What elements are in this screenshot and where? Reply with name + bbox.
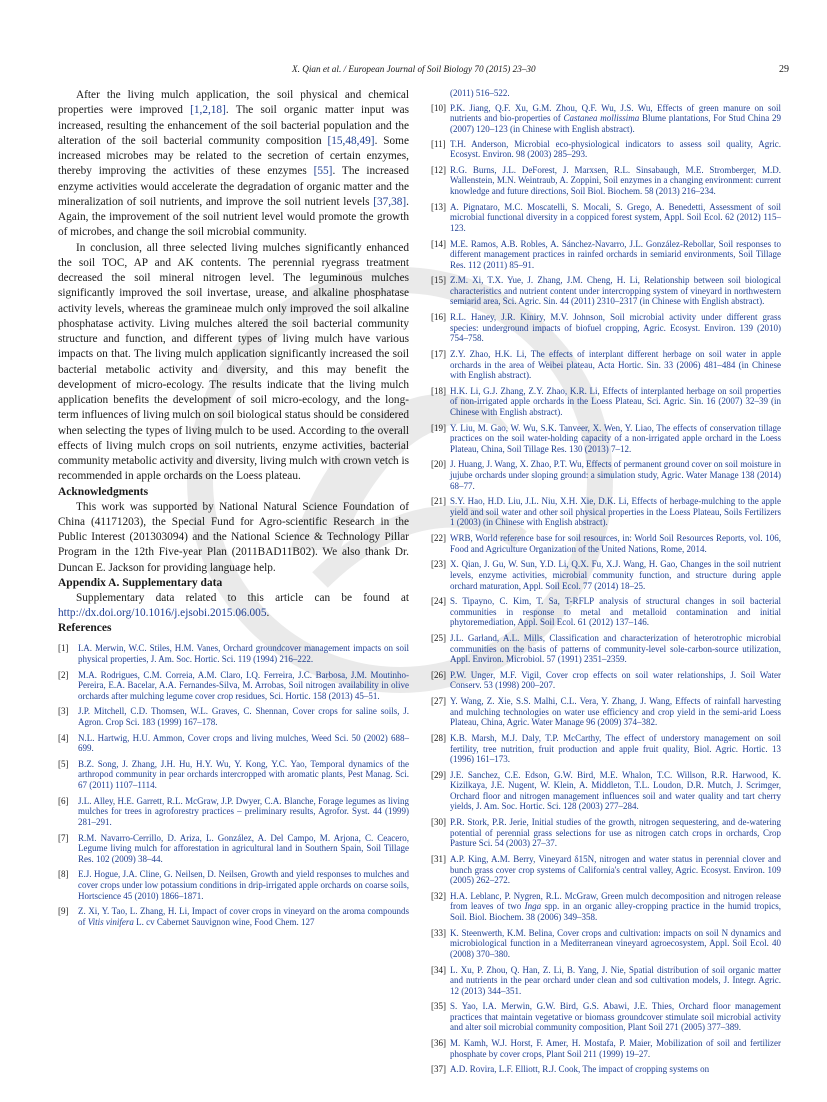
- reference-continuation-text: (2011) 516–522.: [450, 88, 510, 98]
- reference-link[interactable]: [450, 817, 781, 848]
- reference-item: [431, 533, 781, 554]
- reference-text: B.Z. Song, J. Zhang, J.H. Hu, H.Y. Wu, Y. Kong, Y.C. Yao, Temporal dynamics of the arthropod community in pear orchards intercropped with aromatic plants, Pest Manag. Sci. 67 (2011) 1107–1114.: [78, 758, 409, 791]
- citation-link[interactable]: [55]: [313, 165, 333, 178]
- reference-number: [15]: [431, 275, 446, 286]
- reference-text: Y. Wang, Z. Xie, S.S. Malhi, C.L. Vera, Y. Zhang, J. Wang, Effects of rainfall harvesting and mulching technologies on water use efficiency and crop yield in the semi-arid Loess Plateau, China, Agric. Water Manage 96 (2009) 374–382.: [450, 696, 781, 728]
- reference-number: [27]: [431, 696, 446, 707]
- text-run: Supplementary data related to this article can be found at: [76, 591, 409, 604]
- reference-link[interactable]: [450, 459, 781, 490]
- reference-continuation: [431, 88, 781, 99]
- reference-item: [431, 103, 781, 135]
- reference-link[interactable]: [450, 1001, 781, 1032]
- reference-text: Y. Liu, M. Gao, W. Wu, S.K. Tanveer, X. Wen, Y. Liao, The effects of conservation tillage practices on the soil water-holding capacity of a non-irrigated apple orchard in the Loess Plateau, China, Soil Tillage Res. 130 (2013) 7–12.: [450, 422, 781, 454]
- reference-item: [431, 733, 781, 765]
- reference-link[interactable]: [450, 596, 781, 627]
- reference-text: M. Kamh, W.J. Horst, F. Amer, H. Mostafa, P. Maier, Mobilization of soil and fertilizer phosphate by cover crops, Plant Soil 211 (1999) 19–27.: [450, 1038, 781, 1059]
- reference-number: [5]: [58, 758, 69, 769]
- reference-item: [431, 165, 781, 197]
- appendix-text: [58, 591, 409, 622]
- reference-number: [34]: [431, 964, 446, 975]
- reference-text: T.H. Anderson, Microbial eco-physiological indicators to assess soil quality, Agric. Ecosyst. Environ. 98 (2003) 285–293.: [450, 138, 781, 160]
- reference-link[interactable]: [450, 891, 781, 922]
- reference-text: J.L. Garland, A.L. Mills, Classification and characterization of heterotrophic microbial communities on the basis of patterns of community-level sole-carbon-source utilization, Appl. Environ. Microbiol. 57 (1991) 2351–2359.: [450, 633, 781, 665]
- species-name: Castanea mollissima: [563, 113, 640, 124]
- reference-number: [19]: [431, 422, 446, 433]
- reference-number: [11]: [431, 138, 446, 149]
- species-name: Vitis vinifera: [87, 916, 134, 927]
- reference-text: J. Huang, J. Wang, X. Zhao, P.T. Wu, Effects of permanent ground cover on soil moisture in jujube orchards under sloping ground: a simulation study, Agric. Water Manage 138 (2014) 68–77.: [450, 459, 781, 491]
- reference-link[interactable]: [450, 423, 781, 454]
- reference-text: A. Pignataro, M.C. Moscatelli, S. Mocali, S. Grego, A. Benedetti, Assessment of soil microbial functional diversity in a coppiced forest system, Appl. Soil Ecol. 62 (2012) 115–123.: [450, 201, 781, 233]
- page-number: 29: [779, 64, 789, 75]
- reference-text: K. Steenwerth, K.M. Belina, Cover crops and cultivation: impacts on soil N dynamics and microbiological function in a Mediterranean vineyard agroecosystem, Appl. Soil Ecol. 40 (2008) 370–380.: [450, 927, 781, 959]
- reference-text: Z.Y. Zhao, H.K. Li, The effects of interplant different herbage on soil water in apple orchards in the area of Weibei plateau, Acta Hortic. Sin. 33 (2006) 481–484 (in Chinese with English abstract).: [450, 348, 781, 381]
- reference-text: R.G. Burns, J.L. DeForest, J. Marxsen, R.L. Sinsabaugh, M.E. Stromberger, M.D. Wallenstein, M.N. Weintraub, A. Zoppini, Soil enzymes in a changing environment: current knowledge and future directions, Soil Biol. Biochem. 58 (2013) 216–234.: [450, 164, 781, 196]
- reference-text: WRB, World reference base for soil resources, in: World Soil Resources Reports, vol. 106, Food and Agriculture Organization of the United Nations, Rome, 2014.: [450, 533, 781, 554]
- reference-link[interactable]: [450, 275, 781, 306]
- reference-item: [431, 770, 781, 812]
- reference-item: [431, 139, 781, 160]
- reference-text: I.A. Merwin, W.C. Stiles, H.M. Vanes, Orchard groundcover management impacts on soil physical properties, J. Am. Soc. Hortic. Sci. 119 (1994) 216–222.: [78, 643, 409, 664]
- reference-number: [32]: [431, 890, 446, 901]
- reference-list: [431, 103, 781, 1075]
- citation-link[interactable]: [37,38]: [373, 195, 407, 208]
- reference-link[interactable]: [450, 496, 781, 527]
- reference-link[interactable]: [78, 869, 409, 900]
- reference-link[interactable]: [78, 906, 409, 927]
- reference-link[interactable]: [450, 1064, 709, 1074]
- reference-number: [33]: [431, 927, 446, 938]
- reference-item: [431, 1001, 781, 1033]
- text-run: . The increased enzyme activities would accelerate the degradation of organic matter and the mineralization of soil nutrients, and improve the soil nutrient levels: [58, 165, 409, 208]
- reference-text: H.K. Li, G.J. Zhang, Z.Y. Zhao, K.R. Li, Effects of interplanted herbage on soil properties of non-irrigated apple orchards in the Loess Plateau, Sci. Agric. Sin. 16 (2007) 32–39 (in Chinese with English abstract).: [450, 385, 781, 417]
- reference-text: A.D. Rovira, L.F. Elliott, R.J. Cook, The impact of cropping systems on: [450, 1064, 710, 1075]
- reference-item: [431, 559, 781, 591]
- reference-number: [20]: [431, 459, 446, 470]
- body-paragraph: [58, 88, 409, 241]
- reference-link[interactable]: [78, 759, 409, 790]
- reference-item: [58, 759, 409, 791]
- reference-link[interactable]: [78, 670, 409, 701]
- reference-number: [8]: [58, 869, 69, 880]
- reference-text: H.A. Leblanc, P. Nygren, R.L. McGraw, Green mulch decomposition and nitrogen release from leaves of two: [450, 890, 781, 912]
- reference-item: [58, 670, 409, 702]
- reference-item: [431, 633, 781, 665]
- reference-link[interactable]: [78, 796, 409, 827]
- reference-link[interactable]: [450, 239, 781, 270]
- reference-text: J.P. Mitchell, C.D. Thomsen, W.L. Graves, C. Shennan, Cover crops for saline soils, J. Agron. Crop Sci. 183 (1999) 167–178.: [78, 706, 409, 727]
- reference-item: [431, 239, 781, 271]
- reference-text: S. Tipayno, C. Kim, T. Sa, T-RFLP analysis of structural changes in soil bacterial communities in response to metal and metalloid contamination and initial phytoremediation, Appl. Soil Ecol. 61 (2012) 137–146.: [450, 596, 781, 628]
- acknowledgments-heading: Acknowledgments: [58, 485, 149, 498]
- reference-link[interactable]: [450, 928, 781, 959]
- reference-text: R.M. Navarro-Cerrillo, D. Ariza, L. González, A. Del Campo, M. Arjona, C. Ceacero, Legume living mulch for afforestation in agricultural land in Southern Spain, Soil Tillage Res. 102 (2009) 38–44.: [78, 832, 409, 864]
- reference-link[interactable]: [78, 706, 409, 727]
- reference-link[interactable]: [450, 165, 781, 196]
- reference-text: Z. Xi, Y. Tao, L. Zhang, H. Li, Impact of cover crops in vineyard on the aroma compounds of: [78, 906, 409, 927]
- reference-item: [431, 928, 781, 960]
- reference-link[interactable]: [78, 643, 409, 664]
- reference-item: [431, 459, 781, 491]
- reference-text: spp. in an organic alley-cropping practice in the humid tropics, Soil. Biol. Biochem. 38 (2006) 349–358.: [450, 901, 781, 922]
- reference-text: L. Xu, P. Zhou, Q. Han, Z. Li, B. Yang, J. Nie, Spatial distribution of soil organic matter and nutrients in the pear orchard under clean and sod cultivation models, J. Integr. Agric. 12 (2013) 344–351.: [450, 964, 781, 996]
- reference-text: Z.M. Xi, T.X. Yue, J. Zhang, J.M. Cheng, H. Li, Relationship between soil biological characteristics and nutrient content under intercropping system of vineyard in northwestern semiarid area, Sci. Agric. Sin. 44 (2011) 2310–2317 (in Chinese with English abstract).: [450, 275, 781, 307]
- reference-text: M.E. Ramos, A.B. Robles, A. Sánchez-Navarro, J.L. González-Rebollar, Soil responses to different management practices in rainfed orchards in semiarid environments, Soil Tillage Res. 112 (2011) 85–91.: [450, 238, 781, 270]
- reference-link[interactable]: [450, 139, 781, 160]
- reference-item: [58, 733, 409, 754]
- reference-number: [37]: [431, 1064, 446, 1075]
- reference-number: [17]: [431, 348, 446, 359]
- reference-item: [58, 833, 409, 865]
- reference-link[interactable]: [450, 965, 781, 996]
- reference-text: M.A. Rodrigues, C.M. Correia, A.M. Claro, I.Q. Ferreira, J.C. Barbosa, J.M. Moutinho-Pereira, E.A. Bacelar, A.A. Fernandes-Silva, M. Arrobas, Soil nitrogen availability in olive orchards after mulching legume cover crop residues, Sci. Hortic. 158 (2013) 45–51.: [78, 669, 409, 701]
- reference-number: [9]: [58, 906, 69, 917]
- reference-number: [30]: [431, 817, 446, 828]
- left-column: [58, 88, 409, 933]
- reference-item: [431, 423, 781, 455]
- reference-text: E.J. Hogue, J.A. Cline, G. Neilsen, D. Neilsen, Growth and yield responses to mulches and cover crops under low potassium conditions in drip-irrigated apple orchards on coarse soils, Hortscience 45 (2010) 1866–1871.: [78, 869, 409, 901]
- reference-item: [431, 1064, 781, 1075]
- reference-list: [58, 643, 409, 927]
- reference-link[interactable]: [450, 533, 781, 554]
- reference-text: P.K. Jiang, Q.F. Xu, G.M. Zhou, Q.F. Wu, J.S. Wu, Effects of green manure on soil nutrients and bio-properties of: [450, 102, 781, 124]
- reference-number: [4]: [58, 732, 69, 743]
- reference-number: [2]: [58, 669, 69, 680]
- reference-item: [431, 965, 781, 997]
- reference-number: [18]: [431, 385, 446, 396]
- appendix-heading: Appendix A. Supplementary data: [58, 576, 223, 589]
- reference-item: [431, 275, 781, 307]
- reference-number: [13]: [431, 201, 446, 212]
- reference-number: [28]: [431, 733, 446, 743]
- reference-number: [26]: [431, 669, 446, 680]
- reference-number: [22]: [431, 533, 446, 544]
- reference-number: [23]: [431, 559, 446, 570]
- reference-item: [58, 796, 409, 828]
- text-run: . Again, the improvement of the soil nutrient level would promote the growth of microbes, and change the soil microbial community.: [58, 195, 409, 239]
- reference-item: [58, 869, 409, 901]
- reference-link[interactable]: [450, 386, 781, 417]
- reference-number: [16]: [431, 312, 446, 323]
- reference-number: [14]: [431, 238, 446, 249]
- reference-number: [10]: [431, 102, 446, 113]
- reference-link[interactable]: [450, 103, 781, 134]
- reference-link[interactable]: [78, 833, 409, 864]
- reference-link[interactable]: [450, 770, 781, 812]
- reference-link[interactable]: [450, 1038, 781, 1059]
- reference-link[interactable]: [450, 696, 781, 727]
- reference-text: P.R. Stork, P.R. Jerie, Initial studies of the growth, nitrogen sequestering, and de-watering potential of perennial grass selections for use as nitrogen catch crops in orchards, Crop Pasture Sci. 54 (2003) 27–37.: [450, 817, 781, 849]
- reference-item: [58, 906, 409, 927]
- text-run: . The soil organic matter input was increased, resulting the enhancement of the soil bacterial population and the alteration of the soil bacterial community composition: [58, 104, 409, 147]
- reference-item: [431, 312, 781, 344]
- conclusion-paragraph: In conclusion, all three selected living mulches significantly enhanced the soil TOC, AP and AK contents. The perennial ryegrass treatment decreased the soil mineral nitrogen level. The leguminous mulches significantly improved the soil invertase, urease, and alkaline phosphatase activity levels, whereas the gramineae mulch only improved the soil alkaline phosphatase activity. Living mulches altered the soil bacterial community structure and function, and different types of living mulch have various impacts on that. The living mulch application significantly increased the soil bacterial metabolic activity and diversity, and this may benefit the development of micro-ecology. The results indicate that the living mulch application benefits the development of soil micro-ecology, and the long-term influences of living mulch on soil biological status should be considered when selecting the types of living mulch to be used. According to the overall effects of living mulch crops on soil nutrients, enzyme activities, bacterial community metabolic activity and diversity, living mulch with crown vetch is recommended in apple orchards on the Loess plateau.: [58, 241, 409, 483]
- citation-link[interactable]: [15,48,49]: [327, 134, 375, 147]
- reference-link[interactable]: [450, 854, 781, 885]
- reference-text: A.P. King, A.M. Berry, Vineyard δ15N, nitrogen and water status in perennial clover and bunch grass cover crop systems of California's central valley, Agric. Ecosyst. Environ. 109 (2005) 262–272.: [450, 854, 781, 886]
- citation-link[interactable]: [1,2,18]: [190, 104, 226, 117]
- reference-link[interactable]: [450, 349, 781, 380]
- reference-number: [36]: [431, 1038, 446, 1049]
- reference-text: J.E. Sanchez, C.E. Edson, G.W. Bird, M.E. Whalon, T.C. Willson, R.R. Harwood, K. Kizilkaya, J.E. Nugent, W. Klein, A. Middleton, T.L. Loudon, D.R. Mutch, J. Scrimger, Orchard floor and nitrogen management influences soil and water quality and tart cherry yields, J. Am. Soc. Hortic. Sci. 128 (2003) 277–284.: [450, 769, 781, 812]
- reference-number: [24]: [431, 596, 446, 607]
- reference-item: [431, 496, 781, 528]
- acknowledgments-text: This work was supported by National Natural Science Foundation of China (41171203), the Special Fund for Agro-scientific Research in the Public Interest (201303094) and the National Science & Technology Pillar Program in the 12th Five-year Plan (2011BAD11B02). We also thank Dr. Duncan E. Jackson for providing language help.: [58, 500, 409, 574]
- running-head: [0, 64, 827, 78]
- reference-link[interactable]: [450, 312, 781, 343]
- reference-text: J.L. Alley, H.E. Garrett, R.L. McGraw, J.P. Dwyer, C.A. Blanche, Forage legumes as living mulches for trees in agroforestry practices – preliminary results, Agrofor. Syst. 44 (1999) 281–291.: [78, 795, 409, 827]
- reference-number: [1]: [58, 643, 69, 654]
- reference-item: [431, 670, 781, 691]
- reference-text: Blume plantations, For Stud China 29 (2007) 120–123 (in Chinese with English abstract).: [450, 113, 781, 134]
- reference-item: [431, 696, 781, 728]
- reference-item: [431, 202, 781, 234]
- reference-text: R.L. Haney, J.R. Kiniry, M.V. Johnson, Soil microbial activity under different grass species: underground impacts of biofuel cropping, Agric. Ecosyst. Environ. 139 (2010) 754–758.: [450, 312, 781, 344]
- reference-text: N.L. Hartwig, H.U. Ammon, Cover crops and living mulches, Weed Sci. 50 (2002) 688–699.: [78, 732, 409, 754]
- reference-text: P.W. Unger, M.F. Vigil, Cover crop effects on soil water relationships, J. Soil Water Conserv. 53 (1998) 200–207.: [450, 669, 781, 691]
- reference-item: [58, 706, 409, 727]
- reference-item: [431, 349, 781, 381]
- reference-item: [431, 891, 781, 923]
- reference-link[interactable]: [450, 633, 781, 664]
- reference-number: [21]: [431, 496, 446, 507]
- text-run: .: [266, 607, 270, 619]
- reference-text: S.Y. Hao, H.D. Liu, J.L. Niu, X.H. Xie, D.K. Li, Effects of herbage-mulching to the apple yield and soil water and other soil physical properties in the Loess Plateau, Soils Fertilizers 1 (2003) (in Chinese with English abstract).: [450, 496, 781, 528]
- reference-item: [431, 854, 781, 886]
- right-column: [431, 88, 781, 1080]
- reference-link[interactable]: [450, 559, 781, 590]
- reference-item: [431, 596, 781, 628]
- journal-citation: X. Qian et al. / European Journal of Soil Biology 70 (2015) 23–30: [292, 64, 536, 74]
- reference-number: [25]: [431, 633, 446, 644]
- reference-link[interactable]: [450, 202, 781, 233]
- reference-number: [35]: [431, 1001, 446, 1012]
- reference-number: [6]: [58, 795, 69, 806]
- reference-number: [3]: [58, 706, 69, 717]
- reference-item: [58, 643, 409, 664]
- reference-item: [431, 386, 781, 418]
- reference-text: S. Yao, I.A. Merwin, G.W. Bird, G.S. Abawi, J.E. Thies, Orchard floor management practices that maintain vegetative or biomass groundcover stimulate soil microbial activity and alter soil microbial community composition, Plant Soil 271 (2005) 377–389.: [450, 1001, 781, 1033]
- reference-text: K.B. Marsh, M.J. Daly, T.P. McCarthy, The effect of understory management on soil fertility, tree nutrition, fruit production and apple fruit quality, Biol. Agric. Hortic. 13 (1996) 161–173.: [450, 733, 781, 765]
- reference-number: [12]: [431, 164, 446, 175]
- text-run: After the living mulch application, the soil physical and chemical properties were improved: [58, 89, 409, 117]
- reference-link[interactable]: [450, 670, 781, 691]
- text-run: . Some increased microbes may be related to the secretion of certain enzymes, thereby improving the activities of these enzymes: [58, 134, 409, 178]
- references-heading: References: [58, 622, 112, 635]
- reference-number: [29]: [431, 769, 446, 780]
- reference-link[interactable]: [450, 733, 781, 764]
- reference-item: [431, 817, 781, 849]
- reference-text: L. cv Cabernet Sauvignon wine, Food Chem. 127: [133, 916, 315, 927]
- citation-link[interactable]: http://dx.doi.org/10.1016/j.ejsobi.2015.06.005: [58, 607, 267, 619]
- reference-text: X. Qian, J. Gu, W. Sun, Y.D. Li, Q.X. Fu, X.J. Wang, H. Gao, Changes in the soil nutrient levels, enzyme activities, microbial community function, and structure during apple orchard maturation, Appl. Soil Ecol. 77 (2014) 18–25.: [450, 559, 781, 591]
- reference-item: [431, 1038, 781, 1059]
- reference-link[interactable]: [78, 733, 409, 754]
- reference-number: [31]: [431, 854, 446, 865]
- reference-number: [7]: [58, 832, 69, 843]
- species-name: Inga: [524, 901, 542, 912]
